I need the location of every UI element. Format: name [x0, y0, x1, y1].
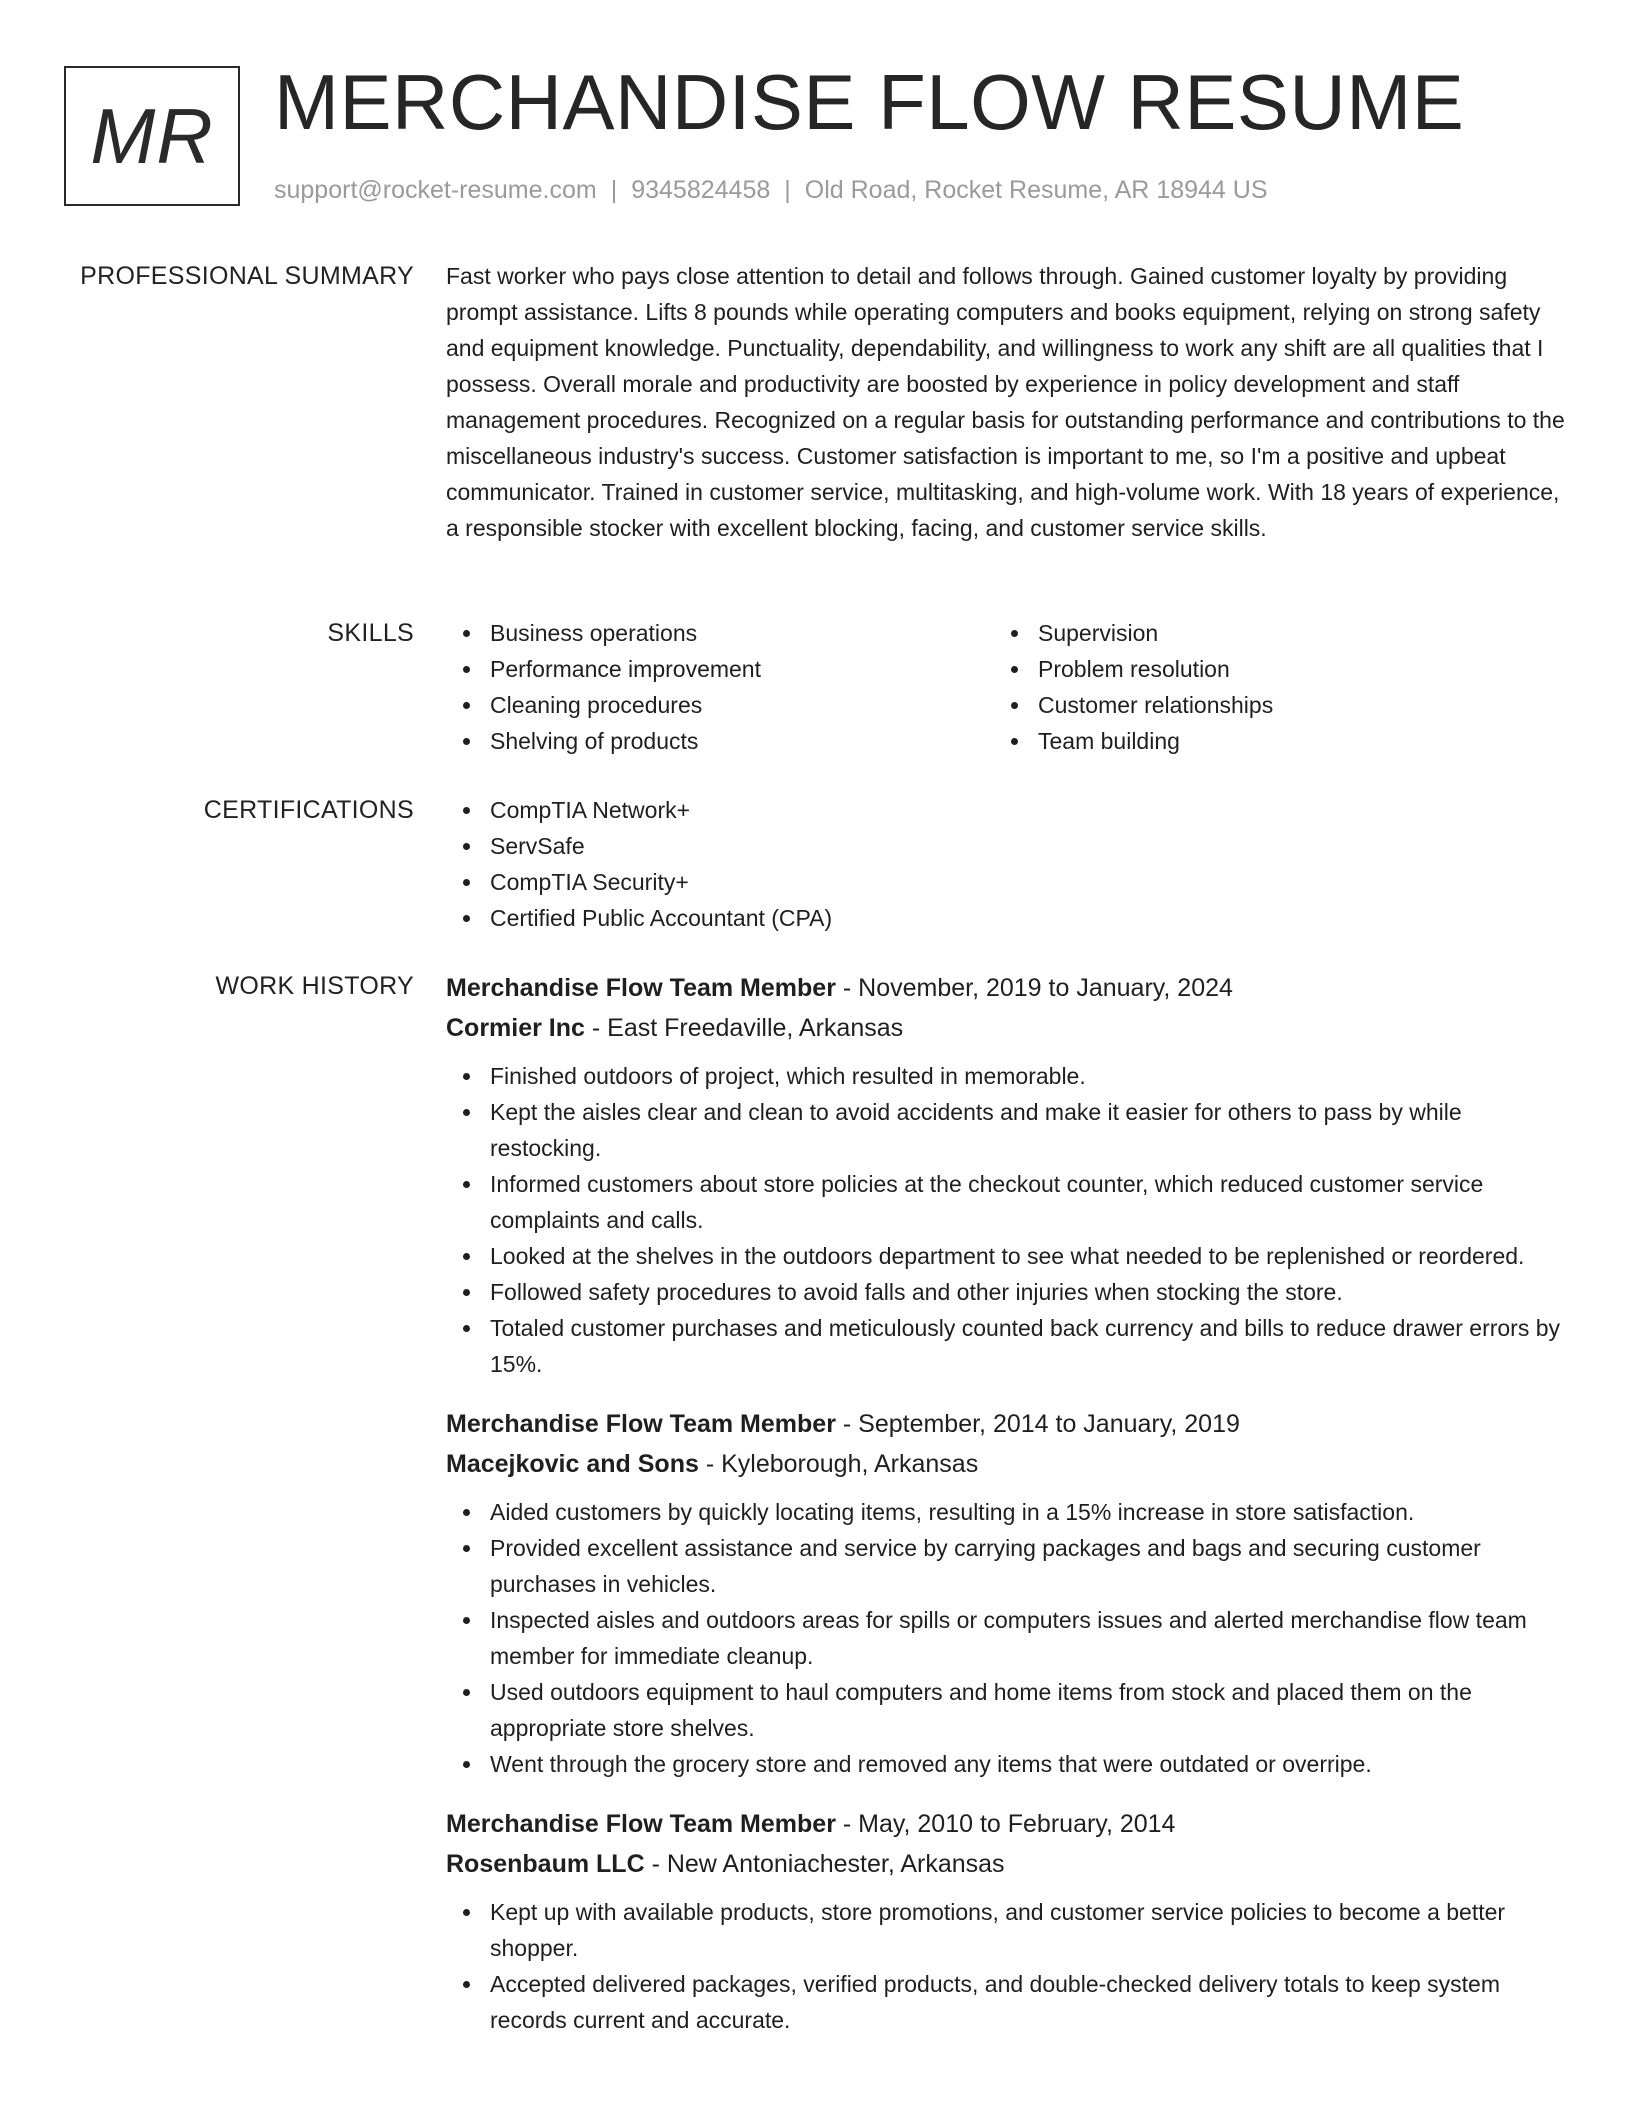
job-title-line: [446, 1804, 1566, 1844]
job-bullets: [446, 1058, 1566, 1382]
contact-line: [274, 174, 1268, 206]
summary-body: [446, 258, 1566, 546]
job-location: - Kyleborough, Arkansas: [698, 1450, 979, 1478]
job-bullet: Kept the aisles clear and clean to avoid accidents and make it easier for others to pass by while restocking.: [490, 1094, 1566, 1166]
job-bullet: Finished outdoors of project, which resulted in memorable.: [490, 1058, 1566, 1094]
job-company: Rosenbaum LLC: [446, 1850, 645, 1878]
skill-item: Business operations: [490, 615, 994, 651]
certification-item: Certified Public Accountant (CPA): [490, 900, 1566, 936]
job-dates: - May, 2010 to February, 2014: [835, 1810, 1176, 1838]
section-label-skills: SKILLS: [327, 619, 414, 647]
section-label-summary: PROFESSIONAL SUMMARY: [80, 262, 414, 290]
job-bullet: Went through the grocery store and removed any items that were outdated or overripe.: [490, 1746, 1566, 1782]
skill-item: Customer relationships: [1038, 687, 1542, 723]
job-dates: - November, 2019 to January, 2024: [835, 974, 1233, 1002]
job-title-line: [446, 968, 1566, 1008]
certifications-body: [446, 792, 1566, 936]
job-bullet: Used outdoors equipment to haul computers and home items from stock and placed them on the appropriate store shelves.: [490, 1674, 1566, 1746]
section-label-work-history: WORK HISTORY: [215, 972, 414, 1000]
certifications-list: [446, 792, 1566, 936]
contact-separator: |: [784, 176, 791, 204]
job-bullet: Inspected aisles and outdoors areas for spills or computers issues and alerted merchandise flow team member for immediate cleanup.: [490, 1602, 1566, 1674]
contact-phone: 9345824458: [631, 176, 771, 204]
job-bullets: [446, 1894, 1566, 2038]
skills-list-left: [446, 615, 994, 759]
job-company: Macejkovic and Sons: [446, 1450, 699, 1478]
job-title: Merchandise Flow Team Member: [446, 974, 836, 1002]
skill-item: Cleaning procedures: [490, 687, 994, 723]
job-entry: [446, 1804, 1566, 2038]
contact-separator: |: [610, 176, 618, 204]
skill-item: Problem resolution: [1038, 651, 1542, 687]
job-bullet: Accepted delivered packages, verified products, and double-checked delivery totals to keep system records current and accurate.: [490, 1966, 1566, 2038]
job-title: Merchandise Flow Team Member: [446, 1410, 836, 1438]
job-company-line: [446, 1008, 1566, 1048]
skills-body: [446, 615, 1566, 759]
certification-item: CompTIA Security+: [490, 864, 1566, 900]
certification-item: ServSafe: [490, 828, 1566, 864]
job-bullets: [446, 1494, 1566, 1782]
skill-item: Team building: [1038, 723, 1542, 759]
job-entry: [446, 968, 1566, 1382]
job-dates: - September, 2014 to January, 2019: [835, 1410, 1240, 1438]
job-company-line: [446, 1444, 1566, 1484]
skills-list-right: [994, 615, 1542, 759]
job-bullet: Followed safety procedures to avoid falls and other injuries when stocking the store.: [490, 1274, 1566, 1310]
contact-address: Old Road, Rocket Resume, AR 18944 US: [804, 176, 1268, 204]
job-bullet: Aided customers by quickly locating items, resulting in a 15% increase in store satisfaction.: [490, 1494, 1566, 1530]
job-bullet: Looked at the shelves in the outdoors department to see what needed to be replenished or reordered.: [490, 1238, 1566, 1274]
certification-item: CompTIA Network+: [490, 792, 1566, 828]
job-location: - New Antoniachester, Arkansas: [644, 1850, 1005, 1878]
job-location: - East Freedaville, Arkansas: [584, 1014, 904, 1042]
job-bullet: Provided excellent assistance and service by carrying packages and bags and securing customer purchases in vehicles.: [490, 1530, 1566, 1602]
summary-text: Fast worker who pays close attention to detail and follows through. Gained customer loyalty by providing prompt assistance. Lifts 8 pounds while operating computers and books equipment, relying on strong safety and equipment knowledge. Punctuality, dependability, and willingness to work any shift are all qualities that I possess. Overall morale and productivity are boosted by experience in policy development and staff management procedures. Recognized on a regular basis for outstanding performance and contributions to the miscellaneous industry's success. Customer satisfaction is important to me, so I'm a positive and upbeat communicator. Trained in customer service, multitasking, and high-volume work. With 18 years of experience, a responsible stocker with excellent blocking, facing, and customer service skills.: [446, 263, 1565, 541]
job-bullet: Informed customers about store policies at the checkout counter, which reduced customer service complaints and calls.: [490, 1166, 1566, 1238]
job-bullet: Kept up with available products, store promotions, and customer service policies to become a better shopper.: [490, 1894, 1566, 1966]
job-company-line: [446, 1844, 1566, 1884]
job-bullet: Totaled customer purchases and meticulously counted back currency and bills to reduce drawer errors by 15%.: [490, 1310, 1566, 1382]
section-label-certifications: CERTIFICATIONS: [203, 796, 414, 824]
job-title: Merchandise Flow Team Member: [446, 1810, 836, 1838]
job-entry: [446, 1404, 1566, 1782]
job-title-line: [446, 1404, 1566, 1444]
skill-item: Performance improvement: [490, 651, 994, 687]
work-history-body: [446, 968, 1566, 2060]
contact-email: support@rocket-resume.com: [274, 176, 597, 204]
job-company: Cormier Inc: [446, 1014, 585, 1042]
monogram-logo: MR: [64, 66, 240, 206]
skill-item: Supervision: [1038, 615, 1542, 651]
resume-title: MERCHANDISE FLOW RESUME: [274, 58, 1465, 146]
skill-item: Shelving of products: [490, 723, 994, 759]
